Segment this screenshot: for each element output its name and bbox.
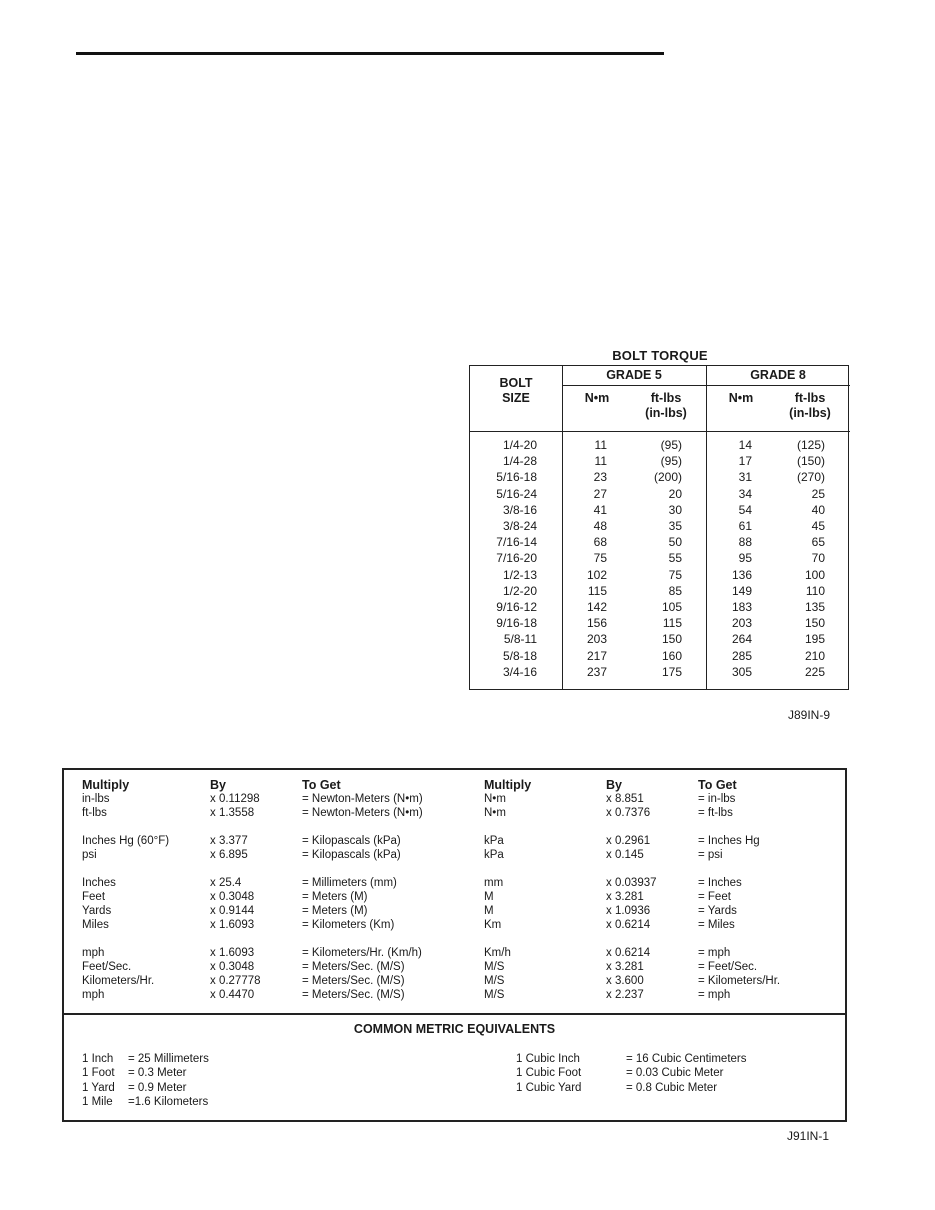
result-unit: = in-lbs (698, 793, 736, 805)
from-unit: M/S (484, 975, 505, 987)
grade5-ftlbs-cell: 30 (668, 502, 682, 517)
factor: x 0.11298 (210, 793, 260, 805)
factor: x 0.6214 (606, 919, 651, 931)
factor: x 0.3048 (210, 891, 255, 903)
equivalent-unit: 1 Foot (82, 1067, 115, 1080)
g5-ftlbs-header: ft-lbs (in-lbs) (645, 391, 687, 420)
common-equivalents-title: COMMON METRIC EQUIVALENTS (353, 1022, 556, 1036)
grade8-nm-cell: 136 (731, 567, 752, 582)
g8-ftlbs-header: ft-lbs (in-lbs) (789, 391, 831, 420)
from-unit: N•m (484, 793, 506, 805)
grade5-ftlbs-cell: 85 (668, 583, 682, 598)
grade8-ftlbs-cell: 195 (804, 632, 825, 647)
from-unit: N•m (484, 807, 506, 819)
from-unit: Yards (82, 905, 112, 917)
factor: x 0.145 (606, 849, 644, 861)
from-unit: Feet/Sec. (82, 961, 132, 973)
factor: x 1.3558 (210, 807, 255, 819)
equivalent-value: = 0.8 Cubic Meter (626, 1081, 718, 1094)
from-unit: Km/h (484, 947, 511, 959)
factor: x 8.851 (606, 793, 644, 805)
factor: x 0.3048 (210, 961, 255, 973)
factor: x 1.6093 (210, 947, 255, 959)
grade5-ftlbs-cell: (95) (660, 438, 682, 452)
bolt-size-cell: 7/16-14 (496, 535, 537, 550)
equivalent-value: = 16 Cubic Centimeters (626, 1053, 747, 1065)
equivalent-unit: 1 Cubic Yard (516, 1081, 582, 1094)
bolt-size-cell: 1/2-20 (502, 583, 537, 598)
factor: x 1.6093 (210, 919, 255, 931)
equivalent-value: = 0.3 Meter (128, 1067, 187, 1080)
grade8-nm-cell: 183 (731, 600, 752, 614)
grade5-header: GRADE 5 (606, 368, 662, 382)
multiply-header: Multiply (82, 778, 130, 792)
grade5-ftlbs-cell: 50 (668, 535, 682, 550)
result-unit: = Kilometers/Hr. (Km/h) (302, 947, 422, 959)
table-row (470, 534, 850, 550)
grade8-nm-cell: 88 (738, 535, 752, 550)
grade5-nm-cell: 48 (593, 519, 607, 533)
grade8-ftlbs-cell: 40 (811, 502, 825, 517)
grade8-nm-cell: 34 (738, 486, 752, 501)
equivalent-row (82, 1052, 412, 1066)
to-get-header: To Get (302, 778, 341, 792)
conversion-row (64, 890, 845, 904)
factor: x 3.281 (606, 961, 644, 973)
grade8-nm-cell: 149 (731, 583, 752, 598)
equivalent-unit: 1 Cubic Inch (516, 1053, 580, 1065)
factor: x 3.377 (210, 835, 248, 847)
grade5-nm-cell: 11 (594, 454, 607, 469)
result-unit: = Meters/Sec. (M/S) (302, 989, 405, 1001)
factor: x 3.600 (606, 975, 644, 987)
table-row (470, 486, 850, 502)
conversion-row (64, 806, 845, 820)
equivalent-unit: 1 Mile (82, 1095, 113, 1108)
conversion-row (64, 834, 845, 848)
grade8-nm-cell: 54 (738, 502, 752, 517)
bolt-size-cell: 9/16-12 (496, 600, 537, 614)
by-header: By (606, 778, 622, 792)
bolt-size-cell: 5/16-18 (496, 470, 537, 485)
grade8-ftlbs-cell: (150) (796, 454, 825, 469)
g8-nm-header: N•m (728, 391, 754, 405)
table-row (470, 550, 850, 566)
grade8-nm-cell: 61 (738, 519, 752, 533)
conversion-row (64, 974, 845, 988)
factor: x 6.895 (210, 849, 248, 861)
grade8-ftlbs-cell: (125) (796, 438, 825, 452)
conversion-row (64, 946, 845, 960)
factor: x 1.0936 (606, 905, 651, 917)
bolt-torque-table (469, 365, 849, 690)
result-unit: = Feet/Sec. (698, 961, 758, 973)
result-unit: = psi (698, 849, 723, 861)
bolt-size-cell: 1/2-13 (502, 567, 537, 582)
factor: x 0.27778 (210, 975, 261, 987)
grade5-nm-cell: 102 (586, 567, 607, 582)
from-unit: Inches Hg (60°F) (82, 835, 170, 847)
grade5-nm-cell: 217 (586, 648, 607, 663)
result-unit: = Newton-Meters (N•m) (302, 793, 423, 805)
equivalent-value: = 0.03 Cubic Meter (626, 1067, 724, 1080)
result-unit: = Feet (698, 891, 731, 903)
equivalent-unit: 1 Inch (82, 1053, 114, 1065)
table-row (470, 631, 850, 647)
equivalent-row (82, 1095, 412, 1109)
grade8-ftlbs-cell: 70 (811, 551, 825, 566)
factor: x 0.6214 (606, 947, 651, 959)
grade5-ftlbs-cell: 115 (662, 616, 682, 631)
result-unit: = Yards (698, 905, 737, 917)
grade8-nm-cell: 17 (738, 454, 752, 469)
equivalent-row (516, 1052, 846, 1066)
bolt-size-cell: 3/4-16 (502, 664, 537, 679)
grade8-ftlbs-cell: 65 (811, 535, 825, 550)
equivalent-row (82, 1066, 412, 1080)
grade5-ftlbs-cell: (200) (653, 470, 682, 485)
bolt-size-cell: 1/4-28 (502, 454, 537, 469)
from-unit: in-lbs (82, 793, 110, 805)
factor: x 0.2961 (606, 835, 651, 847)
from-unit: Miles (82, 919, 109, 931)
result-unit: = ft-lbs (698, 807, 733, 819)
factor: x 2.237 (606, 989, 644, 1001)
from-unit: Inches (82, 877, 116, 889)
from-unit: Km (484, 919, 502, 931)
grade8-header: GRADE 8 (750, 368, 806, 382)
from-unit: ft-lbs (82, 807, 107, 819)
conversion-figure-id: J91IN-1 (787, 1129, 830, 1143)
from-unit: mph (82, 989, 105, 1001)
table-row (470, 437, 850, 453)
conversion-row (64, 904, 845, 918)
factor: x 0.9144 (210, 905, 255, 917)
result-unit: = Inches (698, 877, 742, 889)
grade5-ftlbs-cell: 75 (668, 567, 682, 582)
grade5-nm-cell: 203 (586, 632, 607, 647)
bolt-size-cell: 7/16-20 (496, 551, 537, 566)
from-unit: Feet (82, 891, 106, 903)
table-row (470, 648, 850, 664)
result-unit: = Kilometers/Hr. (698, 975, 781, 987)
grade8-nm-cell: 305 (731, 664, 752, 679)
bolt-size-cell: 5/16-24 (496, 486, 537, 501)
conversion-row (64, 960, 845, 974)
table-row (470, 518, 850, 534)
from-unit: psi (82, 849, 97, 861)
conversion-row (64, 876, 845, 890)
result-unit: = Meters (M) (302, 891, 368, 903)
grade5-nm-cell: 27 (593, 486, 607, 501)
result-unit: = Newton-Meters (N•m) (302, 807, 423, 819)
grade5-nm-cell: 23 (593, 470, 607, 485)
grade5-nm-cell: 68 (593, 535, 607, 550)
from-unit: M/S (484, 989, 505, 1001)
result-unit: = Kilometers (Km) (302, 919, 395, 931)
conversion-table (62, 768, 847, 1122)
grade5-ftlbs-cell: 105 (661, 600, 682, 614)
grade8-ftlbs-cell: 25 (811, 486, 825, 501)
result-unit: = Miles (698, 919, 735, 931)
table-row (470, 502, 850, 518)
grade8-ftlbs-cell: 110 (805, 583, 825, 598)
grade8-ftlbs-cell: 150 (804, 616, 825, 631)
grade5-ftlbs-cell: 150 (661, 632, 682, 647)
grade8-nm-cell: 285 (731, 648, 752, 663)
equivalent-row (516, 1066, 846, 1080)
to-get-header: To Get (698, 778, 737, 792)
grade8-nm-cell: 264 (731, 632, 752, 647)
table-divider (470, 431, 850, 432)
bolt-size-cell: 5/8-11 (503, 632, 537, 647)
bolt-size-header: BOLT SIZE (499, 376, 533, 405)
result-unit: = Kilopascals (kPa) (302, 835, 401, 847)
from-unit: Kilometers/Hr. (82, 975, 155, 987)
bolt-torque-figure-id: J89IN-9 (788, 708, 831, 722)
grade5-ftlbs-cell: 160 (661, 648, 682, 663)
equivalent-value: = 25 Millimeters (128, 1053, 209, 1065)
from-unit: M (484, 905, 494, 917)
from-unit: M/S (484, 961, 505, 973)
grade5-ftlbs-cell: 20 (668, 486, 682, 501)
grade8-nm-cell: 95 (738, 551, 752, 566)
equivalent-unit: 1 Yard (82, 1081, 115, 1094)
factor: x 0.4470 (210, 989, 255, 1001)
grade8-nm-cell: 14 (738, 438, 752, 452)
from-unit: kPa (484, 835, 504, 847)
grade5-ftlbs-cell: (95) (660, 454, 682, 469)
conversion-row (64, 848, 845, 862)
g5-nm-header: N•m (584, 391, 610, 405)
by-header: By (210, 778, 226, 792)
grade8-ftlbs-cell: 135 (804, 600, 825, 614)
table-row (470, 567, 850, 583)
table-row (470, 453, 850, 469)
equivalent-row (516, 1081, 846, 1095)
factor: x 3.281 (606, 891, 644, 903)
grade8-nm-cell: 31 (738, 470, 752, 485)
table-divider (562, 385, 850, 386)
equivalent-row (82, 1081, 412, 1095)
result-unit: = Meters/Sec. (M/S) (302, 961, 405, 973)
from-unit: M (484, 891, 494, 903)
result-unit: = Meters (M) (302, 905, 368, 917)
bolt-size-cell: 1/4-20 (502, 438, 537, 452)
grade5-nm-cell: 142 (586, 600, 607, 614)
grade5-ftlbs-cell: 35 (668, 519, 682, 533)
grade5-ftlbs-cell: 175 (661, 664, 682, 679)
bolt-size-cell: 5/8-18 (502, 648, 537, 663)
grade5-ftlbs-cell: 55 (668, 551, 682, 566)
grade8-ftlbs-cell: (270) (796, 470, 825, 485)
grade5-nm-cell: 156 (586, 616, 607, 631)
grade5-nm-cell: 237 (586, 664, 607, 679)
section-divider (64, 1013, 845, 1015)
table-row (470, 583, 850, 599)
result-unit: = Inches Hg (698, 835, 760, 847)
bolt-size-cell: 3/8-24 (502, 519, 537, 533)
conversion-row (64, 918, 845, 932)
grade8-ftlbs-cell: 210 (804, 648, 825, 663)
table-row (470, 664, 850, 680)
top-rule (76, 52, 664, 55)
bolt-size-cell: 9/16-18 (496, 616, 537, 631)
factor: x 25.4 (210, 877, 242, 889)
bolt-torque-title: BOLT TORQUE (612, 348, 708, 363)
from-unit: mph (82, 947, 105, 959)
table-row (470, 599, 850, 615)
table-row (470, 469, 850, 485)
equivalent-value: = 0.9 Meter (128, 1081, 187, 1094)
conversion-row (64, 792, 845, 806)
bolt-size-cell: 3/8-16 (502, 502, 537, 517)
result-unit: = mph (698, 947, 731, 959)
multiply-header: Multiply (484, 778, 532, 792)
from-unit: kPa (484, 849, 504, 861)
grade8-nm-cell: 203 (731, 616, 752, 631)
grade5-nm-cell: 11 (594, 438, 607, 452)
table-row (470, 615, 850, 631)
result-unit: = Kilopascals (kPa) (302, 849, 401, 861)
grade8-ftlbs-cell: 225 (804, 664, 825, 679)
grade5-nm-cell: 115 (587, 583, 607, 598)
grade5-nm-cell: 75 (593, 551, 607, 566)
grade8-ftlbs-cell: 100 (804, 567, 825, 582)
grade8-ftlbs-cell: 45 (811, 519, 825, 533)
equivalent-unit: 1 Cubic Foot (516, 1067, 582, 1080)
result-unit: = Meters/Sec. (M/S) (302, 975, 405, 987)
result-unit: = mph (698, 989, 731, 1001)
grade5-nm-cell: 41 (593, 502, 607, 517)
result-unit: = Millimeters (mm) (302, 877, 397, 889)
from-unit: mm (484, 877, 504, 889)
conversion-row (64, 988, 845, 1002)
factor: x 0.7376 (606, 807, 651, 819)
equivalent-value: =1.6 Kilometers (128, 1095, 209, 1108)
factor: x 0.03937 (606, 877, 657, 889)
